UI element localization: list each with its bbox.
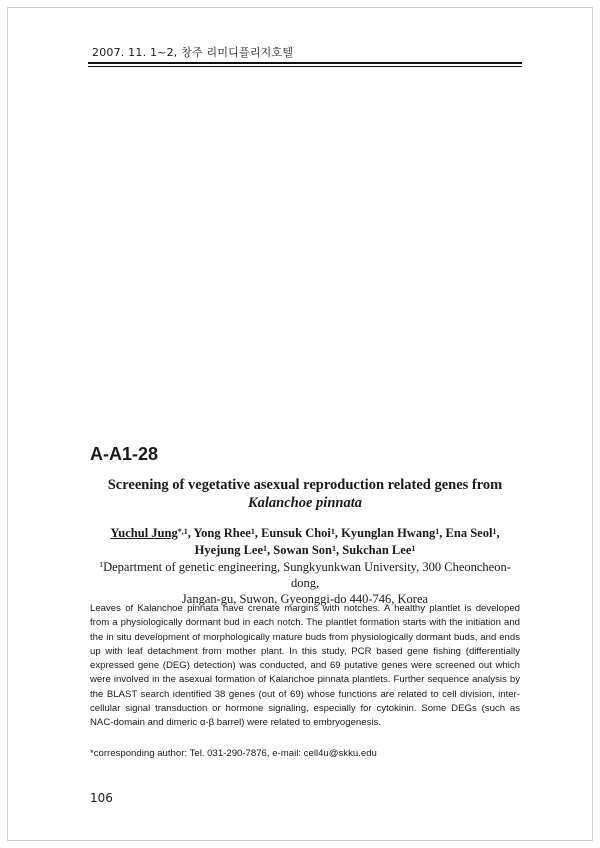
affiliation bbox=[90, 559, 520, 607]
author-affiliation-mark: 1 bbox=[332, 544, 336, 553]
author-name: Eunsuk Choi bbox=[261, 526, 331, 540]
author-name: Yuchul Jung bbox=[110, 526, 178, 540]
author-affiliation-mark: 1 bbox=[263, 544, 268, 553]
running-header: 2007. 11. 1~2, 창주 리미디플리지호텔 bbox=[92, 46, 294, 59]
affiliation-line-1 bbox=[90, 559, 520, 591]
author-name: Ena Seol bbox=[445, 526, 493, 540]
affiliation-line-2: Jangan-gu, Suwon, Gyeonggi-do 440-746, Korea bbox=[181, 592, 429, 606]
paper-code: A-A1-28 bbox=[90, 444, 159, 464]
author-line-1: Yuchul Jung$^{*,1}$, Yong Rhee$^1$, Eunsuk Choi$^1$, Kyunglan Hwang$^1$, Ena Seol$^1$, bbox=[110, 526, 500, 540]
author-name: Sowan Son bbox=[273, 543, 332, 557]
author-name: Yong Rhee bbox=[193, 526, 251, 540]
title-line: Screening of vegetative asexual reproduction related genes from bbox=[107, 477, 503, 493]
header-rule-thick bbox=[88, 62, 522, 64]
page-number: 106 bbox=[90, 791, 113, 805]
author-affiliation-mark: 1 bbox=[250, 527, 255, 536]
author-name: Kyunglan Hwang bbox=[341, 526, 436, 540]
abstract-body: Leaves of Kalanchoe pinnata have crenate margins with notches. A healthy plantlet is developed from a physiologically dormant bud in each notch. The plantlet formation starts with the initiation and the in situ development of morphologically mature buds from physiologically dormant buds, and ends up with leaf detachment from mother plant. In this study, PCR based gene fishing (differentially expressed gene (DEG) detection) was conducted, and 69 putative genes were screened out which were involved in the asexual formation of Kalanchoe pinnata plantlets. Further sequence analysis by the BLAST search identified 38 genes (out of 69) whose functions are related to cell division, inter-cellular signal transduction or hormone signaling, especially for cytokinin. Some DEGs (such as NAC-domain and dimeric α-β barrel) were related to embryogenesis. bbox=[90, 603, 520, 729]
author-affiliation-mark: 1 bbox=[330, 527, 335, 536]
author-affiliation-mark: 1 bbox=[411, 544, 416, 553]
author-name: Hyejung Lee bbox=[194, 543, 264, 557]
author-affiliation-mark: *,1 bbox=[177, 527, 188, 536]
author-list bbox=[90, 525, 520, 559]
paper-title bbox=[90, 476, 520, 512]
corresponding-author: *corresponding author: Tel. 031-290-7876, e-mail: cell4u@skku.edu bbox=[90, 748, 377, 759]
author-name: Sukchan Lee bbox=[342, 543, 412, 557]
title-species: Kalanchoe pinnata bbox=[247, 495, 362, 511]
affiliation-text: Department of genetic engineering, Sungkyunkwan University, 300 Cheoncheon-dong, bbox=[103, 560, 511, 590]
author-affiliation-mark: 1 bbox=[435, 527, 440, 536]
author-line-2: Hyejung Lee$^1$, Sowan Son$^1$, Sukchan Lee$^1$ bbox=[194, 543, 416, 557]
header-rule-thin bbox=[88, 66, 522, 67]
affiliation-mark: 1 bbox=[99, 560, 104, 569]
author-affiliation-mark: 1 bbox=[492, 527, 497, 536]
